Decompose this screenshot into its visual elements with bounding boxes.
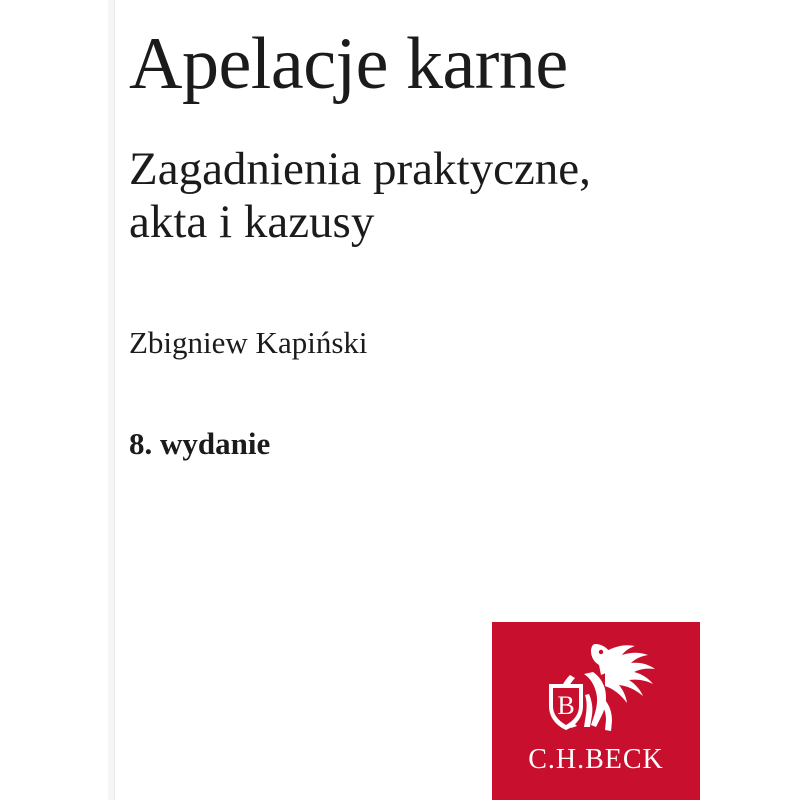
cover-right-margin xyxy=(700,0,800,800)
svg-text:B: B xyxy=(557,691,575,720)
book-edition: 8. wydanie xyxy=(129,425,271,461)
spine-rule xyxy=(114,0,115,800)
cover-text-block xyxy=(129,23,689,462)
book-subtitle-line-2: akta i kazusy xyxy=(129,196,375,249)
book-title: Apelacje karne xyxy=(129,23,568,105)
griffin-icon xyxy=(531,638,661,742)
publisher-logo-block xyxy=(492,622,700,800)
book-subtitle-line-1: Zagadnienia praktyczne, xyxy=(129,142,591,195)
book-subtitle xyxy=(129,101,689,250)
publisher-name: C.H.BECK xyxy=(528,744,664,775)
book-author: Zbigniew Kapiński xyxy=(129,324,368,360)
